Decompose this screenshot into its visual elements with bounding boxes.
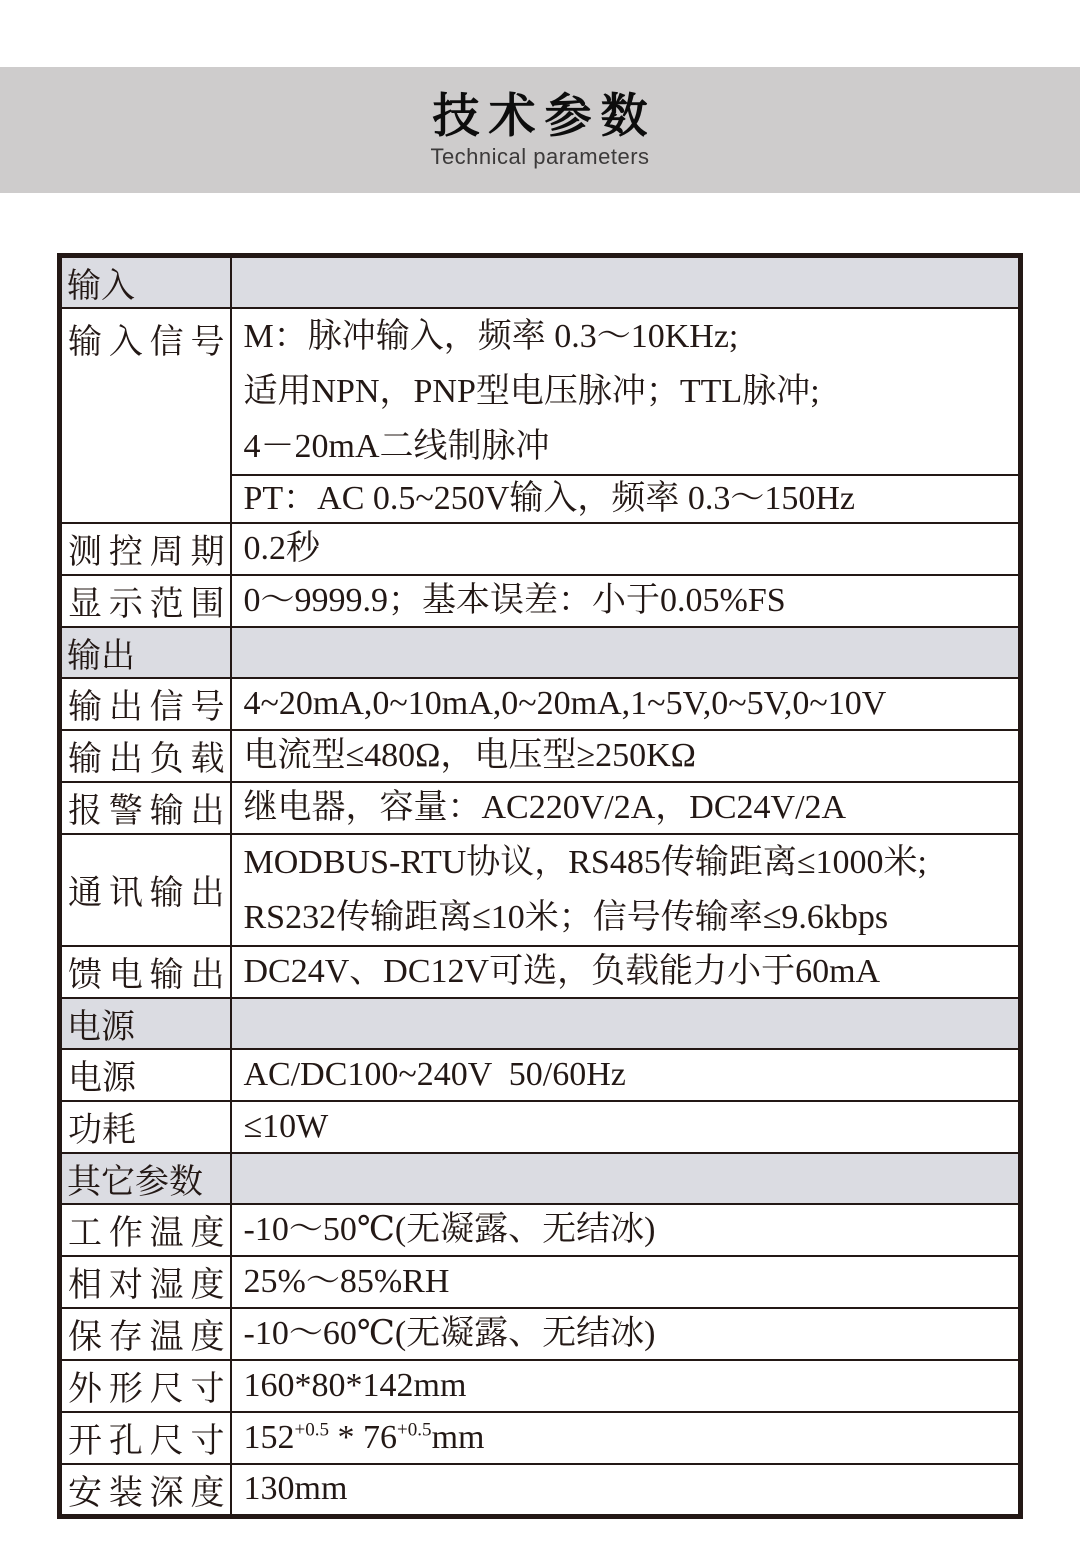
- table-row: [60, 678, 1021, 730]
- page-title: 技术参数: [432, 89, 657, 143]
- row-label-cell: [60, 1101, 231, 1153]
- row-value-cell: [231, 523, 1021, 575]
- row-value-line: MODBUS-RTU协议，RS485传输距离≤1000米;: [243, 843, 927, 881]
- spec-table-wrap: [57, 253, 1023, 1519]
- row-value-line: 4~20mA,0~10mA,0~20mA,1~5V,0~5V,0~10V: [243, 684, 887, 722]
- row-value-line: PT：AC 0.5~250V输入，频率 0.3～150Hz: [243, 480, 856, 517]
- row-value-line: RS232传输距离≤10米；信号传输率≤9.6kbps: [243, 898, 889, 936]
- section-row: [60, 256, 1021, 309]
- row-label: 开孔尺寸: [68, 1423, 225, 1461]
- row-value-line: 适用NPN，PNP型电压脉冲；TTL脉冲;: [243, 373, 820, 410]
- row-value-cell: [231, 730, 1021, 782]
- table-row: [60, 1049, 1021, 1101]
- row-label: 测控周期: [68, 534, 225, 572]
- row-value-cell: [231, 1101, 1021, 1153]
- row-value-cell: [231, 678, 1021, 730]
- row-value-cell: [231, 1360, 1021, 1412]
- table-row: [60, 946, 1021, 998]
- tolerance-superscript: +0.5: [397, 1419, 432, 1441]
- row-label: 输出信号: [68, 689, 225, 727]
- section-empty-cell: [231, 998, 1021, 1049]
- row-label-cell: [60, 308, 231, 523]
- row-value-cell: [231, 782, 1021, 834]
- row-label-cell: [60, 523, 231, 575]
- row-value-cell: [231, 308, 1021, 475]
- row-value-line: 0～9999.9；基本误差：小于0.05%FS: [243, 581, 786, 619]
- row-label-cell: [60, 1308, 231, 1360]
- section-row: [60, 998, 1021, 1049]
- row-label-cell: [60, 782, 231, 834]
- row-label: 安装深度: [68, 1474, 225, 1512]
- row-value-line: ≤10W: [243, 1107, 329, 1145]
- value-text: mm: [431, 1418, 485, 1456]
- row-value-line: -10～60℃(无凝露、无结冰): [243, 1314, 656, 1352]
- tolerance-superscript: +0.5: [294, 1419, 330, 1441]
- row-label: 输出负载: [68, 741, 225, 779]
- table-row: [60, 1360, 1021, 1412]
- table-row: [60, 1412, 1021, 1464]
- row-label: 显示范围: [68, 586, 225, 624]
- row-value-cell: [231, 1412, 1021, 1464]
- value-text: * 76: [329, 1418, 398, 1456]
- section-row: [60, 627, 1021, 678]
- row-label: 电源: [68, 1060, 136, 1098]
- row-value-cell: [231, 475, 1021, 523]
- value-text: 152: [243, 1418, 295, 1456]
- header-band: [0, 67, 1080, 193]
- row-value-line: 继电器，容量：AC220V/2A，DC24V/2A: [243, 788, 847, 826]
- row-value-line: DC24V、DC12V可选，负载能力小于60mA: [243, 952, 881, 990]
- row-label: 其它参数: [67, 1163, 203, 1201]
- page-subtitle: Technical parameters: [430, 143, 650, 169]
- row-value-line: 160*80*142mm: [243, 1366, 467, 1404]
- section-label-cell: [60, 256, 231, 309]
- row-value-cell: [231, 575, 1021, 627]
- row-label: 输入信号: [68, 324, 225, 361]
- row-label: 相对湿度: [68, 1267, 225, 1305]
- section-empty-cell: [231, 627, 1021, 678]
- row-value-cell: [231, 1049, 1021, 1101]
- row-label-cell: [60, 575, 231, 627]
- row-value-cell: [231, 1256, 1021, 1308]
- row-label-cell: [60, 730, 231, 782]
- table-row: [60, 1101, 1021, 1153]
- section-label-cell: [60, 1153, 231, 1204]
- row-label-cell: [60, 1256, 231, 1308]
- table-row: [60, 575, 1021, 627]
- row-label: 通讯输出: [68, 875, 225, 913]
- row-value-cell: [231, 1308, 1021, 1360]
- table-row: [60, 1308, 1021, 1360]
- section-label-cell: [60, 998, 231, 1049]
- row-label: 工作温度: [68, 1215, 225, 1253]
- row-value-line: M：脉冲输入，频率 0.3～10KHz;: [243, 318, 739, 355]
- section-empty-cell: [231, 256, 1021, 309]
- row-value-line: 130mm: [243, 1470, 348, 1508]
- row-label: 功耗: [68, 1112, 136, 1150]
- section-empty-cell: [231, 1153, 1021, 1204]
- row-label: 保存温度: [68, 1319, 225, 1357]
- row-label-cell: [60, 834, 231, 946]
- row-value-cell: [231, 946, 1021, 998]
- table-row: [60, 1204, 1021, 1256]
- table-row: [60, 1464, 1021, 1517]
- spec-table: [57, 253, 1023, 1519]
- table-row: [60, 523, 1021, 575]
- row-label: 输入: [67, 268, 135, 305]
- table-row: [60, 1256, 1021, 1308]
- row-value-line: -10～50℃(无凝露、无结冰): [243, 1210, 656, 1248]
- row-label-cell: [60, 1360, 231, 1412]
- row-label-cell: [60, 1049, 231, 1101]
- row-label-cell: [60, 678, 231, 730]
- row-value-line: 4－20mA二线制脉冲: [243, 428, 550, 465]
- row-label: 馈电输出: [68, 957, 225, 995]
- row-value-cell: [231, 1204, 1021, 1256]
- row-value-line: AC/DC100~240V 50/60Hz: [243, 1055, 626, 1093]
- row-label: 报警输出: [68, 793, 225, 831]
- row-label-cell: [60, 1204, 231, 1256]
- table-row: [60, 730, 1021, 782]
- row-label-cell: [60, 1464, 231, 1517]
- row-value-line: 0.2秒: [243, 529, 320, 567]
- row-label: 输出: [67, 637, 135, 675]
- row-value-cell: [231, 834, 1021, 946]
- row-value-cell: [231, 1464, 1021, 1517]
- table-row: [60, 308, 1021, 475]
- table-row: [60, 782, 1021, 834]
- row-label: 电源: [67, 1008, 135, 1046]
- section-label-cell: [60, 627, 231, 678]
- row-value-line: 25%～85%RH: [243, 1262, 450, 1300]
- row-label: 外形尺寸: [68, 1371, 225, 1409]
- row-label-cell: [60, 946, 231, 998]
- section-row: [60, 1153, 1021, 1204]
- table-row: [60, 834, 1021, 946]
- row-value-line: [244, 1415, 1011, 1461]
- row-value-line: 电流型≤480Ω，电压型≥250KΩ: [243, 736, 696, 774]
- row-label-cell: [60, 1412, 231, 1464]
